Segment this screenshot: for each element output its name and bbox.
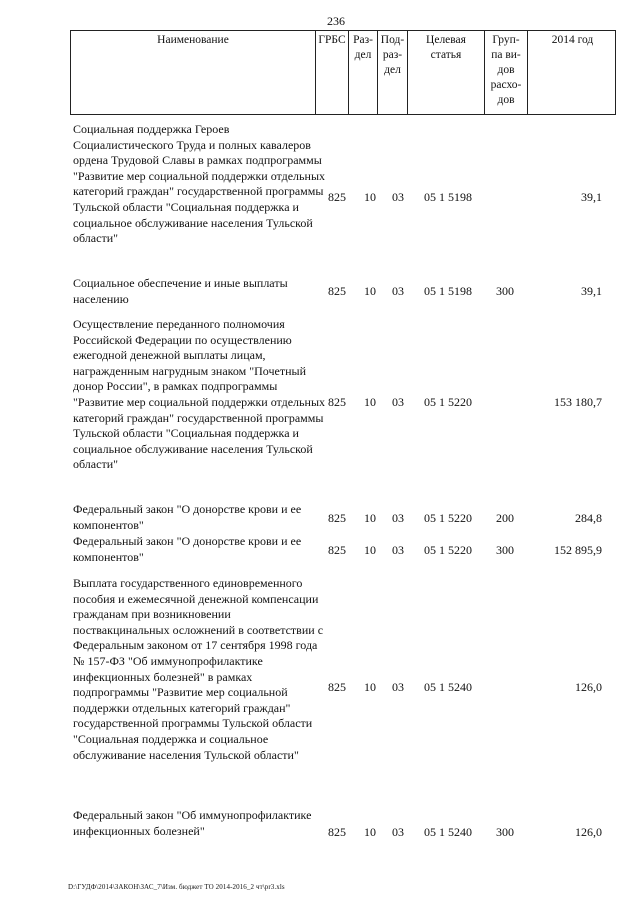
row-razdel: 10 bbox=[364, 825, 376, 839]
header-razdel: Раз- дел bbox=[349, 31, 378, 114]
row-name: Федеральный закон "О донорстве крови и ее компонентов" bbox=[73, 534, 302, 564]
row-podrazdel: 03 bbox=[392, 543, 404, 557]
row-name: Федеральный закон "Об иммунопрофилактике инфекционных болезней" bbox=[73, 808, 312, 838]
row-grbs: 825 bbox=[328, 395, 346, 409]
header-podrazdel: Под- раз- дел bbox=[378, 31, 408, 114]
row-amount: 39,1 bbox=[581, 284, 602, 298]
file-path-footer: D:\ГУДФ\2014\ЗАКОН\ЗАС_7\Изм. бюджет ТО 2014-2016_2 чт\pr3.xls bbox=[68, 883, 285, 891]
header-name: Наименование bbox=[71, 31, 316, 114]
row-amount: 126,0 bbox=[575, 680, 602, 694]
row-amount: 284,8 bbox=[575, 511, 602, 525]
row-razdel: 10 bbox=[364, 511, 376, 525]
header-target: Целевая статья bbox=[408, 31, 485, 114]
row-group: 300 bbox=[496, 825, 514, 839]
row-target: 05 1 5240 bbox=[424, 825, 472, 839]
row-target: 05 1 5198 bbox=[424, 190, 472, 204]
row-group: 200 bbox=[496, 511, 514, 525]
row-grbs: 825 bbox=[328, 284, 346, 298]
row-amount: 152 895,9 bbox=[554, 543, 602, 557]
table-row bbox=[70, 808, 616, 856]
header-year: 2014 год bbox=[551, 34, 594, 46]
table-row bbox=[70, 122, 616, 262]
row-grbs: 825 bbox=[328, 543, 346, 557]
row-group: 300 bbox=[496, 543, 514, 557]
row-razdel: 10 bbox=[364, 680, 376, 694]
row-razdel: 10 bbox=[364, 395, 376, 409]
row-podrazdel: 03 bbox=[392, 825, 404, 839]
row-grbs: 825 bbox=[328, 511, 346, 525]
table-row bbox=[70, 317, 616, 492]
row-grbs: 825 bbox=[328, 680, 346, 694]
row-podrazdel: 03 bbox=[392, 284, 404, 298]
row-podrazdel: 03 bbox=[392, 680, 404, 694]
row-name: Социальное обеспечение и иные выплаты населению bbox=[73, 276, 288, 306]
row-name: Осуществление переданного полномочия Российской Федерации по осуществлению ежегодной денежной выплаты лицам, награжденным нагрудным знаком "Почетный донор России", в рамках подпрограммы "Развитие мер социальной поддержки отдельных категорий граждан" государственной программы Тульской области "Социальная поддержка и социальное обслуживание населения Тульской области" bbox=[73, 317, 326, 472]
row-target: 05 1 5198 bbox=[424, 284, 472, 298]
page-number: 236 bbox=[327, 14, 345, 28]
row-razdel: 10 bbox=[364, 543, 376, 557]
row-amount: 39,1 bbox=[581, 190, 602, 204]
row-target: 05 1 5240 bbox=[424, 680, 472, 694]
table-row bbox=[70, 534, 616, 566]
row-target: 05 1 5220 bbox=[424, 543, 472, 557]
header-grbs: ГРБС bbox=[316, 31, 349, 114]
row-name: Социальная поддержка Героев Социалистического Труда и полных кавалеров ордена Трудовой Славы в рамках подпрограммы "Развитие мер социальной поддержки отдельных категорий граждан" государственной программы Тульской области "Социальная поддержка и социальное обслуживание населения Тульской области" bbox=[73, 122, 326, 246]
row-podrazdel: 03 bbox=[392, 190, 404, 204]
table-header bbox=[70, 30, 616, 115]
row-podrazdel: 03 bbox=[392, 395, 404, 409]
row-podrazdel: 03 bbox=[392, 511, 404, 525]
row-grbs: 825 bbox=[328, 825, 346, 839]
table-row bbox=[70, 502, 616, 534]
row-name: Выплата государственного единовременного пособия и ежемесячной денежной компенсации гражданам при возникновении поствакцинальных осложнений в соответствии с Федеральным законом от 17 сентября 1998 года № 157-ФЗ "Об иммунопрофилактике инфекционных болезней" в рамках подпрограммы "Развитие мер социальной поддержки отдельных категорий граждан" государственной программы Тульской области "Социальная поддержка и социальное обслуживание населения Тульской области" bbox=[73, 576, 324, 762]
table-row bbox=[70, 576, 616, 796]
row-amount: 153 180,7 bbox=[554, 395, 602, 409]
row-grbs: 825 bbox=[328, 190, 346, 204]
row-target: 05 1 5220 bbox=[424, 395, 472, 409]
row-amount: 126,0 bbox=[575, 825, 602, 839]
row-group: 300 bbox=[496, 284, 514, 298]
header-group: Груп- па ви- дов расхо- дов bbox=[485, 31, 528, 114]
row-razdel: 10 bbox=[364, 284, 376, 298]
row-target: 05 1 5220 bbox=[424, 511, 472, 525]
table-row bbox=[70, 276, 616, 308]
row-name: Федеральный закон "О донорстве крови и ее компонентов" bbox=[73, 502, 302, 532]
row-razdel: 10 bbox=[364, 190, 376, 204]
